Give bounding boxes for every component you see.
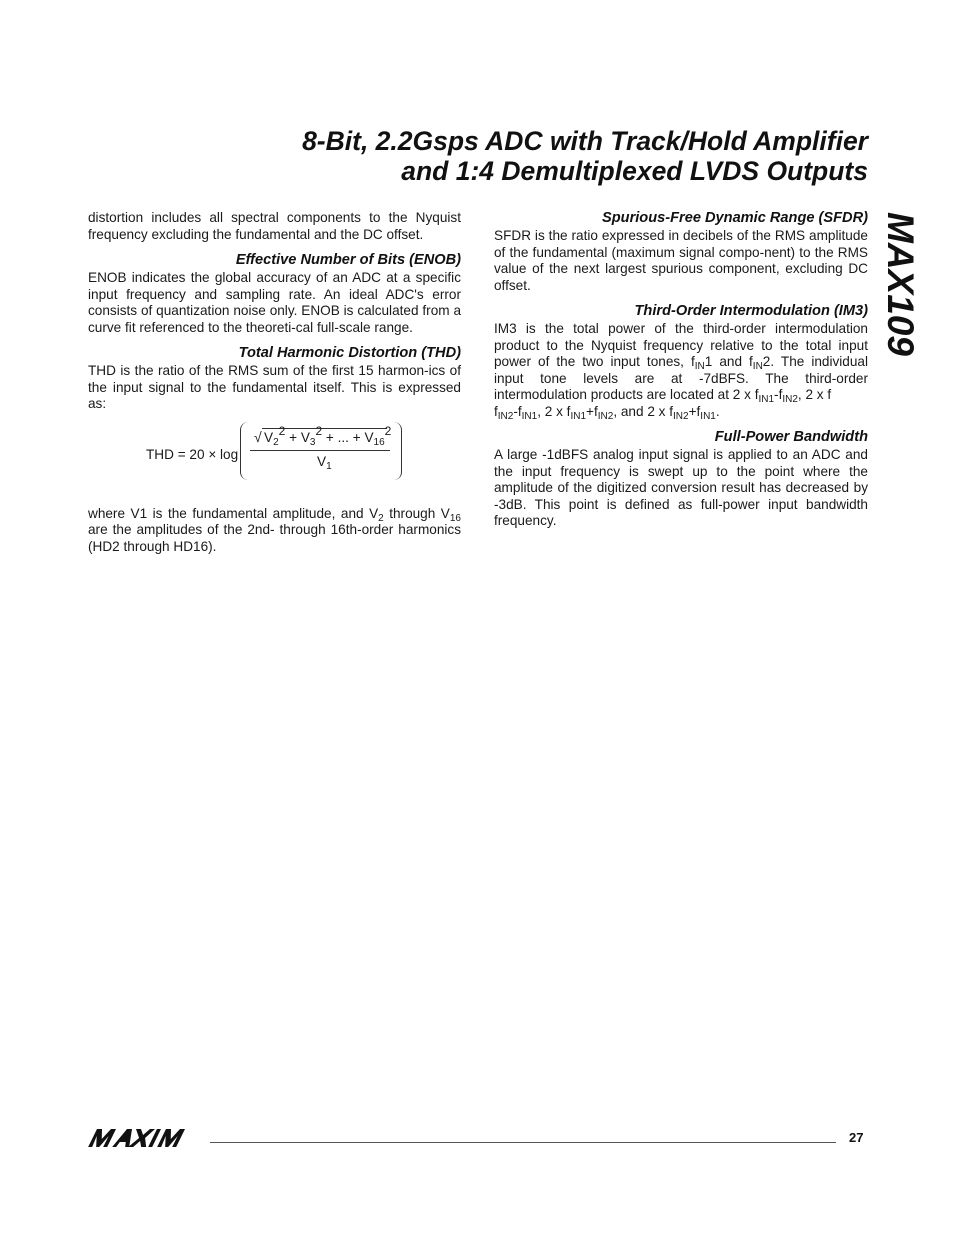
thd-paragraph: THD is the ratio of the RMS sum of the first 15 harmon-ics of the input signal to the fundamental itself. This is expressed as: bbox=[88, 363, 461, 411]
formula-lhs: THD = 20 × log bbox=[146, 446, 239, 462]
page-title bbox=[302, 126, 868, 186]
formula-left-paren bbox=[240, 422, 249, 480]
formula-numerator: $V_2^2 + V_3^2$ + ... + $V_{16}^2$ bbox=[264, 423, 392, 448]
maxim-logo-mark bbox=[88, 1129, 185, 1147]
enob-paragraph: ENOB indicates the global accuracy of an ADC at a specific input frequency and sampling rate. An ideal ADC's error consists of quantization noise only. ENOB is calculated from a curve fit referenced to the theoreti-cal full-scale range. bbox=[88, 270, 461, 335]
thd-heading: Total Harmonic Distortion (THD) bbox=[238, 345, 461, 361]
fraction-bar bbox=[250, 450, 390, 451]
part-number: MAX109 bbox=[880, 212, 921, 356]
square-root-icon: √ bbox=[254, 428, 262, 445]
im3-heading: Third-Order Intermodulation (IM3) bbox=[634, 303, 868, 319]
title-line-2: and 1:4 Demultiplexed LVDS Outputs bbox=[401, 156, 868, 186]
right-column bbox=[494, 210, 868, 530]
formula-denominator: $V_1$ bbox=[317, 453, 332, 472]
maxim-logo bbox=[88, 1129, 200, 1147]
formula-right-paren bbox=[393, 422, 402, 480]
part-number-side-label bbox=[880, 212, 920, 362]
page-number: 27 bbox=[849, 1130, 864, 1145]
footer-rule bbox=[210, 1142, 836, 1143]
left-column bbox=[88, 210, 461, 555]
title-line-1: 8-Bit, 2.2Gsps ADC with Track/Hold Amplifier bbox=[302, 126, 868, 156]
fpb-paragraph: A large -1dBFS analog input signal is applied to an ADC and the input frequency is swept up to the point where the amplitude of the digitized conversion result has decreased by -3dB. This point is defined as full-power input bandwidth frequency. bbox=[494, 447, 868, 528]
harmonics-paragraph: where V1 is the fundamental amplitude, and $V_2$ through $V_{16}$ are the amplitudes of the 2nd- through 16th-order harmonics (HD2 through HD16). bbox=[88, 505, 461, 554]
intro-paragraph: distortion includes all spectral components to the Nyquist frequency excluding the fundamental and the DC offset. bbox=[88, 210, 461, 242]
fpb-heading: Full-Power Bandwidth bbox=[714, 429, 868, 445]
thd-formula bbox=[88, 422, 461, 494]
enob-heading: Effective Number of Bits (ENOB) bbox=[235, 252, 461, 268]
sfdr-heading: Spurious-Free Dynamic Range (SFDR) bbox=[602, 210, 868, 226]
sfdr-paragraph: SFDR is the ratio expressed in decibels of the RMS amplitude of the fundamental (maximum signal compo-nent) to the RMS value of the next largest spurious component, excluding DC offset. bbox=[494, 228, 868, 293]
im3-paragraph: IM3 is the total power of the third-order intermodulation product to the Nyquist frequency relative to the total input power of the two input tones, $f_{IN}1$ and $f_{IN}2$. The individual input tone levels are at -7dBFS. The third-order intermodulation products are located at 2 x $f_{IN1}-f_{IN2}$, 2 x f $f_{IN2}-f_{IN1}$, 2 x $f_{IN1}+f_{IN2}$, and 2 x $f_{IN2}+f_{IN1}$. bbox=[494, 321, 869, 422]
